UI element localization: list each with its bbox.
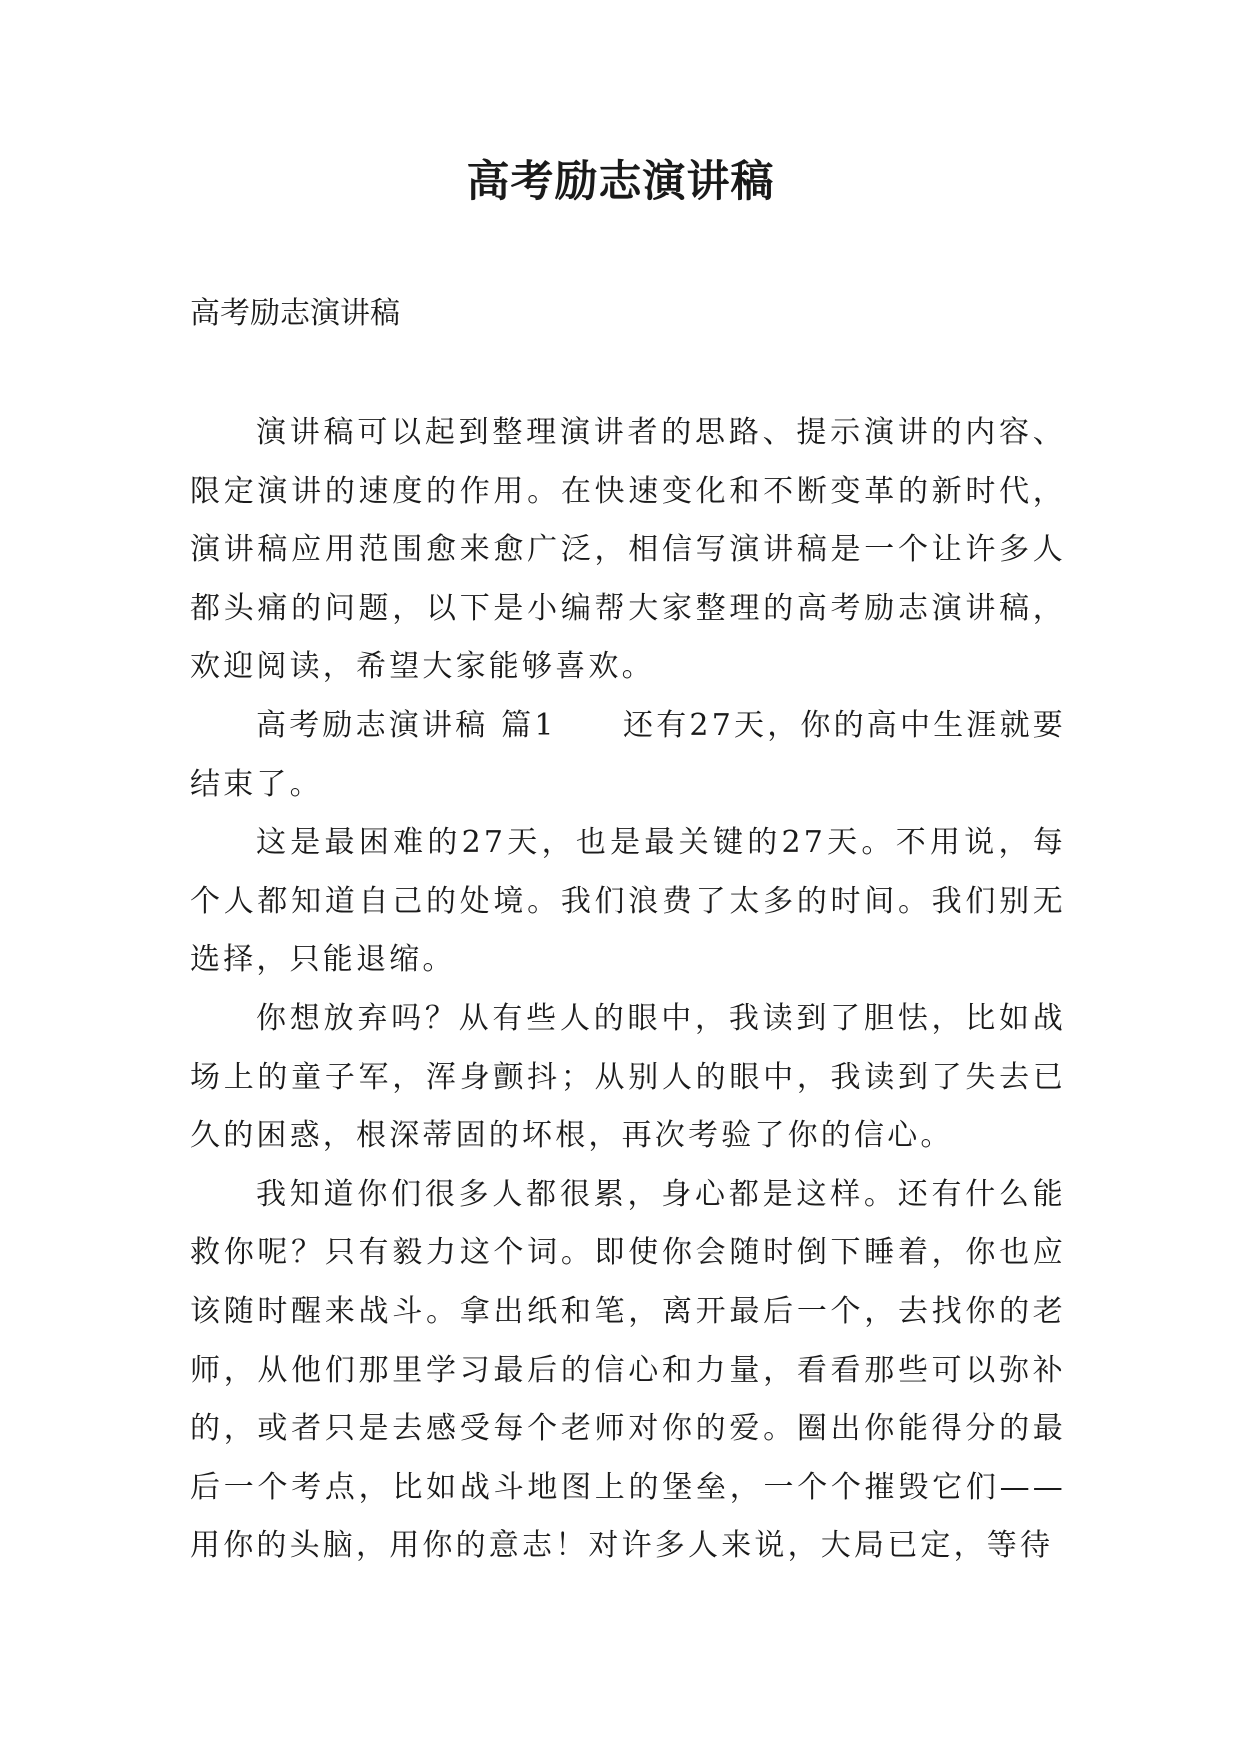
paragraph-intro: 演讲稿可以起到整理演讲者的思路、提示演讲的内容、限定演讲的速度的作用。在快速变化和不断变革的新时代，演讲稿应用范围愈来愈广泛，相信写演讲稿是一个让许多人都头痛的问题，以下是小编帮大家整理的高考励志演讲稿，欢迎阅读，希望大家能够喜欢。	[190, 415, 1066, 685]
paragraph-perseverance: 我知道你们很多人都很累，身心都是这样。还有什么能救你呢？只有毅力这个词。即使你会随时倒下睡着，你也应该随时醒来战斗。拿出纸和笔，离开最后一个，去找你的老师，从他们那里学习最后的信心和力量，看看那些可以弥补的，或者只是去感受每个老师对你的爱。圈出你能得分的最后一个考点，比如战斗地图上的堡垒，一个个摧毁它们——用你的头脑，用你的意志！对许多人来说，大局已定，等待	[190, 1176, 1066, 1564]
document-body	[190, 404, 1066, 1576]
paragraph-27-days: 这是最困难的27天，也是最关键的27天。不用说，每个人都知道自己的处境。我们浪费了太多的时间。我们别无选择，只能退缩。	[190, 825, 1066, 978]
paragraph-give-up: 你想放弃吗？从有些人的眼中，我读到了胆怯，比如战场上的童子军，浑身颤抖；从别人的眼中，我读到了失去已久的困惑，根深蒂固的坏根，再次考验了你的信心。	[190, 1000, 1066, 1154]
document-title: 高考励志演讲稿	[466, 157, 775, 207]
document-subtitle: 高考励志演讲稿	[190, 296, 400, 331]
paragraph-section-1-heading: 高考励志演讲稿 篇1 还有27天，你的高中生涯就要结束了。	[190, 707, 1066, 802]
